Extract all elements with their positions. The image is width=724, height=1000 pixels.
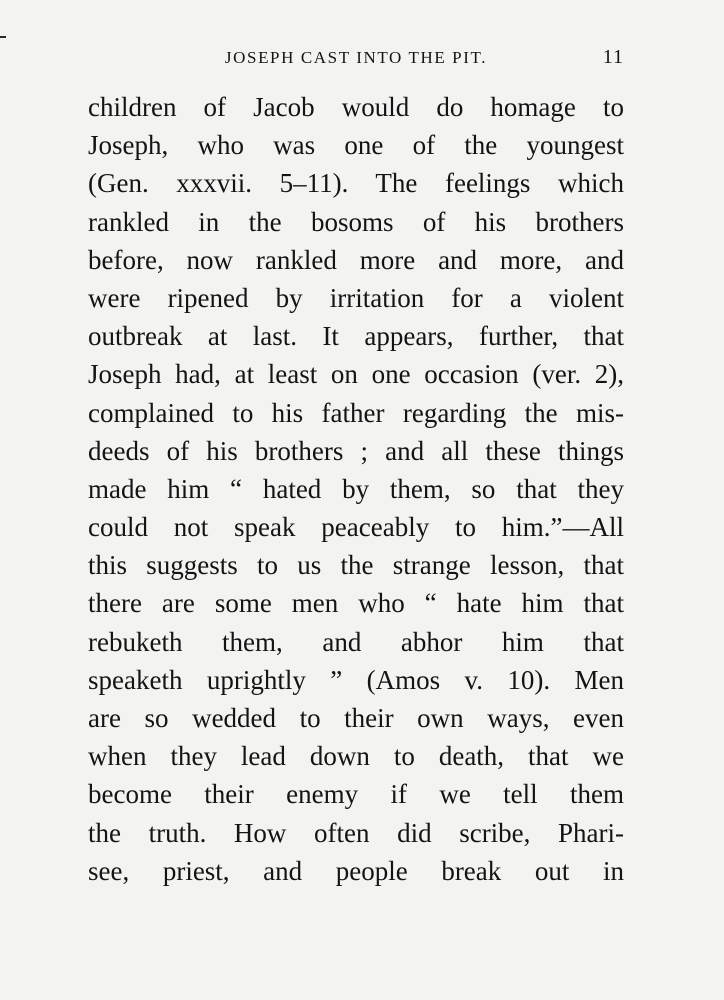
running-title: JOSEPH CAST INTO THE PIT. bbox=[224, 48, 488, 67]
text-line: Joseph had, at least on one occasion (ver. 2), bbox=[88, 359, 624, 390]
text-line: children of Jacob would do homage to bbox=[88, 92, 624, 122]
running-head bbox=[88, 44, 624, 74]
text-line: made him “ hated by them, so that they bbox=[88, 473, 624, 504]
text-line: become their enemy if we tell them bbox=[88, 779, 624, 810]
text-line: (Gen. xxxvii. 5–11). The feelings which bbox=[88, 168, 624, 199]
text-line: rankled in the bosoms of his brothers bbox=[88, 206, 624, 237]
text-line: rebuketh them, and abhor him that bbox=[88, 626, 624, 657]
text-line: outbreak at last. It appears, further, that bbox=[88, 321, 624, 352]
page-number: 11 bbox=[602, 46, 624, 68]
text-line: are so wedded to their own ways, even bbox=[88, 703, 624, 733]
text-line: see, priest, and people break out in bbox=[88, 855, 624, 886]
text-line: when they lead down to death, that we bbox=[88, 741, 624, 772]
text-line: could not speak peaceably to him.”—All bbox=[88, 512, 624, 543]
text-line: before, now rankled more and more, and bbox=[88, 244, 624, 275]
text-line: deeds of his brothers ; and all these things bbox=[88, 435, 624, 466]
body-text bbox=[88, 88, 624, 890]
text-line: this suggests to us the strange lesson, that bbox=[88, 550, 624, 581]
margin-mark bbox=[0, 36, 6, 38]
text-line: Joseph, who was one of the youngest bbox=[88, 130, 624, 161]
text-line: were ripened by irritation for a violent bbox=[88, 282, 624, 313]
text-line: the truth. How often did scribe, Phari- bbox=[88, 817, 624, 848]
text-line: complained to his father regarding the mis- bbox=[88, 397, 624, 428]
text-line: there are some men who “ hate him that bbox=[88, 588, 624, 619]
text-line: speaketh uprightly ” (Amos v. 10). Men bbox=[88, 664, 624, 695]
